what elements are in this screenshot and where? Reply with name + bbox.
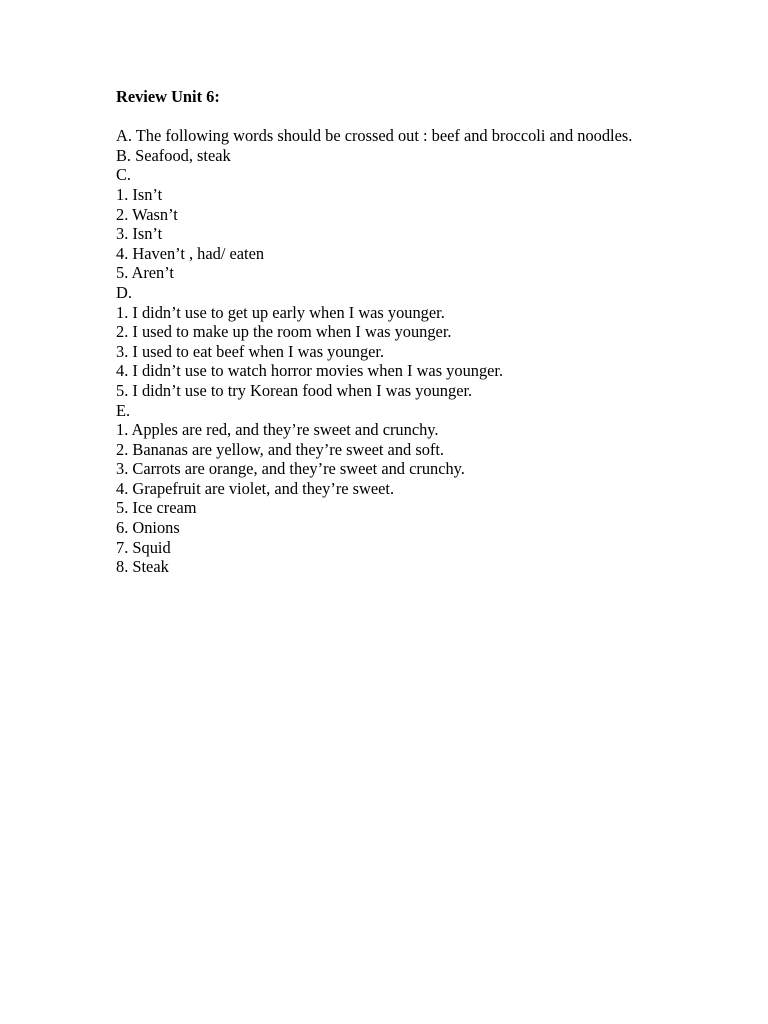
- section-c-item: 5. Aren’t: [116, 263, 174, 283]
- section-d-item: 4. I didn’t use to watch horror movies when I was younger.: [116, 361, 504, 381]
- section-e-item: 1. Apples are red, and they’re sweet and crunchy.: [116, 420, 439, 440]
- section-d-item: 1. I didn’t use to get up early when I was younger.: [116, 302, 445, 322]
- section-e-item: 3. Carrots are orange, and they’re sweet and crunchy.: [116, 459, 465, 479]
- section-d-heading: D.: [116, 282, 132, 302]
- section-e-heading: E.: [116, 400, 131, 420]
- section-c-item: 3. Isn’t: [116, 224, 163, 244]
- section-d-item: 5. I didn’t use to try Korean food when I was younger.: [116, 380, 473, 400]
- section-d-item: 3. I used to eat beef when I was younger.: [116, 341, 385, 361]
- section-d-item: 2. I used to make up the room when I was younger.: [116, 322, 452, 342]
- section-e-item: 5. Ice cream: [116, 498, 197, 518]
- section-e-item: 6. Onions: [116, 518, 180, 538]
- section-b-answer: B. Seafood, steak: [116, 145, 231, 165]
- section-a-answer: A. The following words should be crossed out : beef and broccoli and noodles.: [116, 126, 633, 146]
- section-c-item: 1. Isn’t: [116, 184, 163, 204]
- section-c-item: 2. Wasn’t: [116, 204, 178, 224]
- section-e-item: 8. Steak: [116, 557, 169, 577]
- document-body: [116, 87, 656, 577]
- section-e-item: 2. Bananas are yellow, and they’re sweet and soft.: [116, 439, 444, 459]
- section-c-heading: C.: [116, 165, 132, 185]
- section-c-item: 4. Haven’t , had/ eaten: [116, 243, 265, 263]
- section-e-item: 4. Grapefruit are violet, and they’re sweet.: [116, 478, 395, 498]
- section-e-item: 7. Squid: [116, 537, 171, 557]
- document-title: Review Unit 6:: [116, 87, 220, 106]
